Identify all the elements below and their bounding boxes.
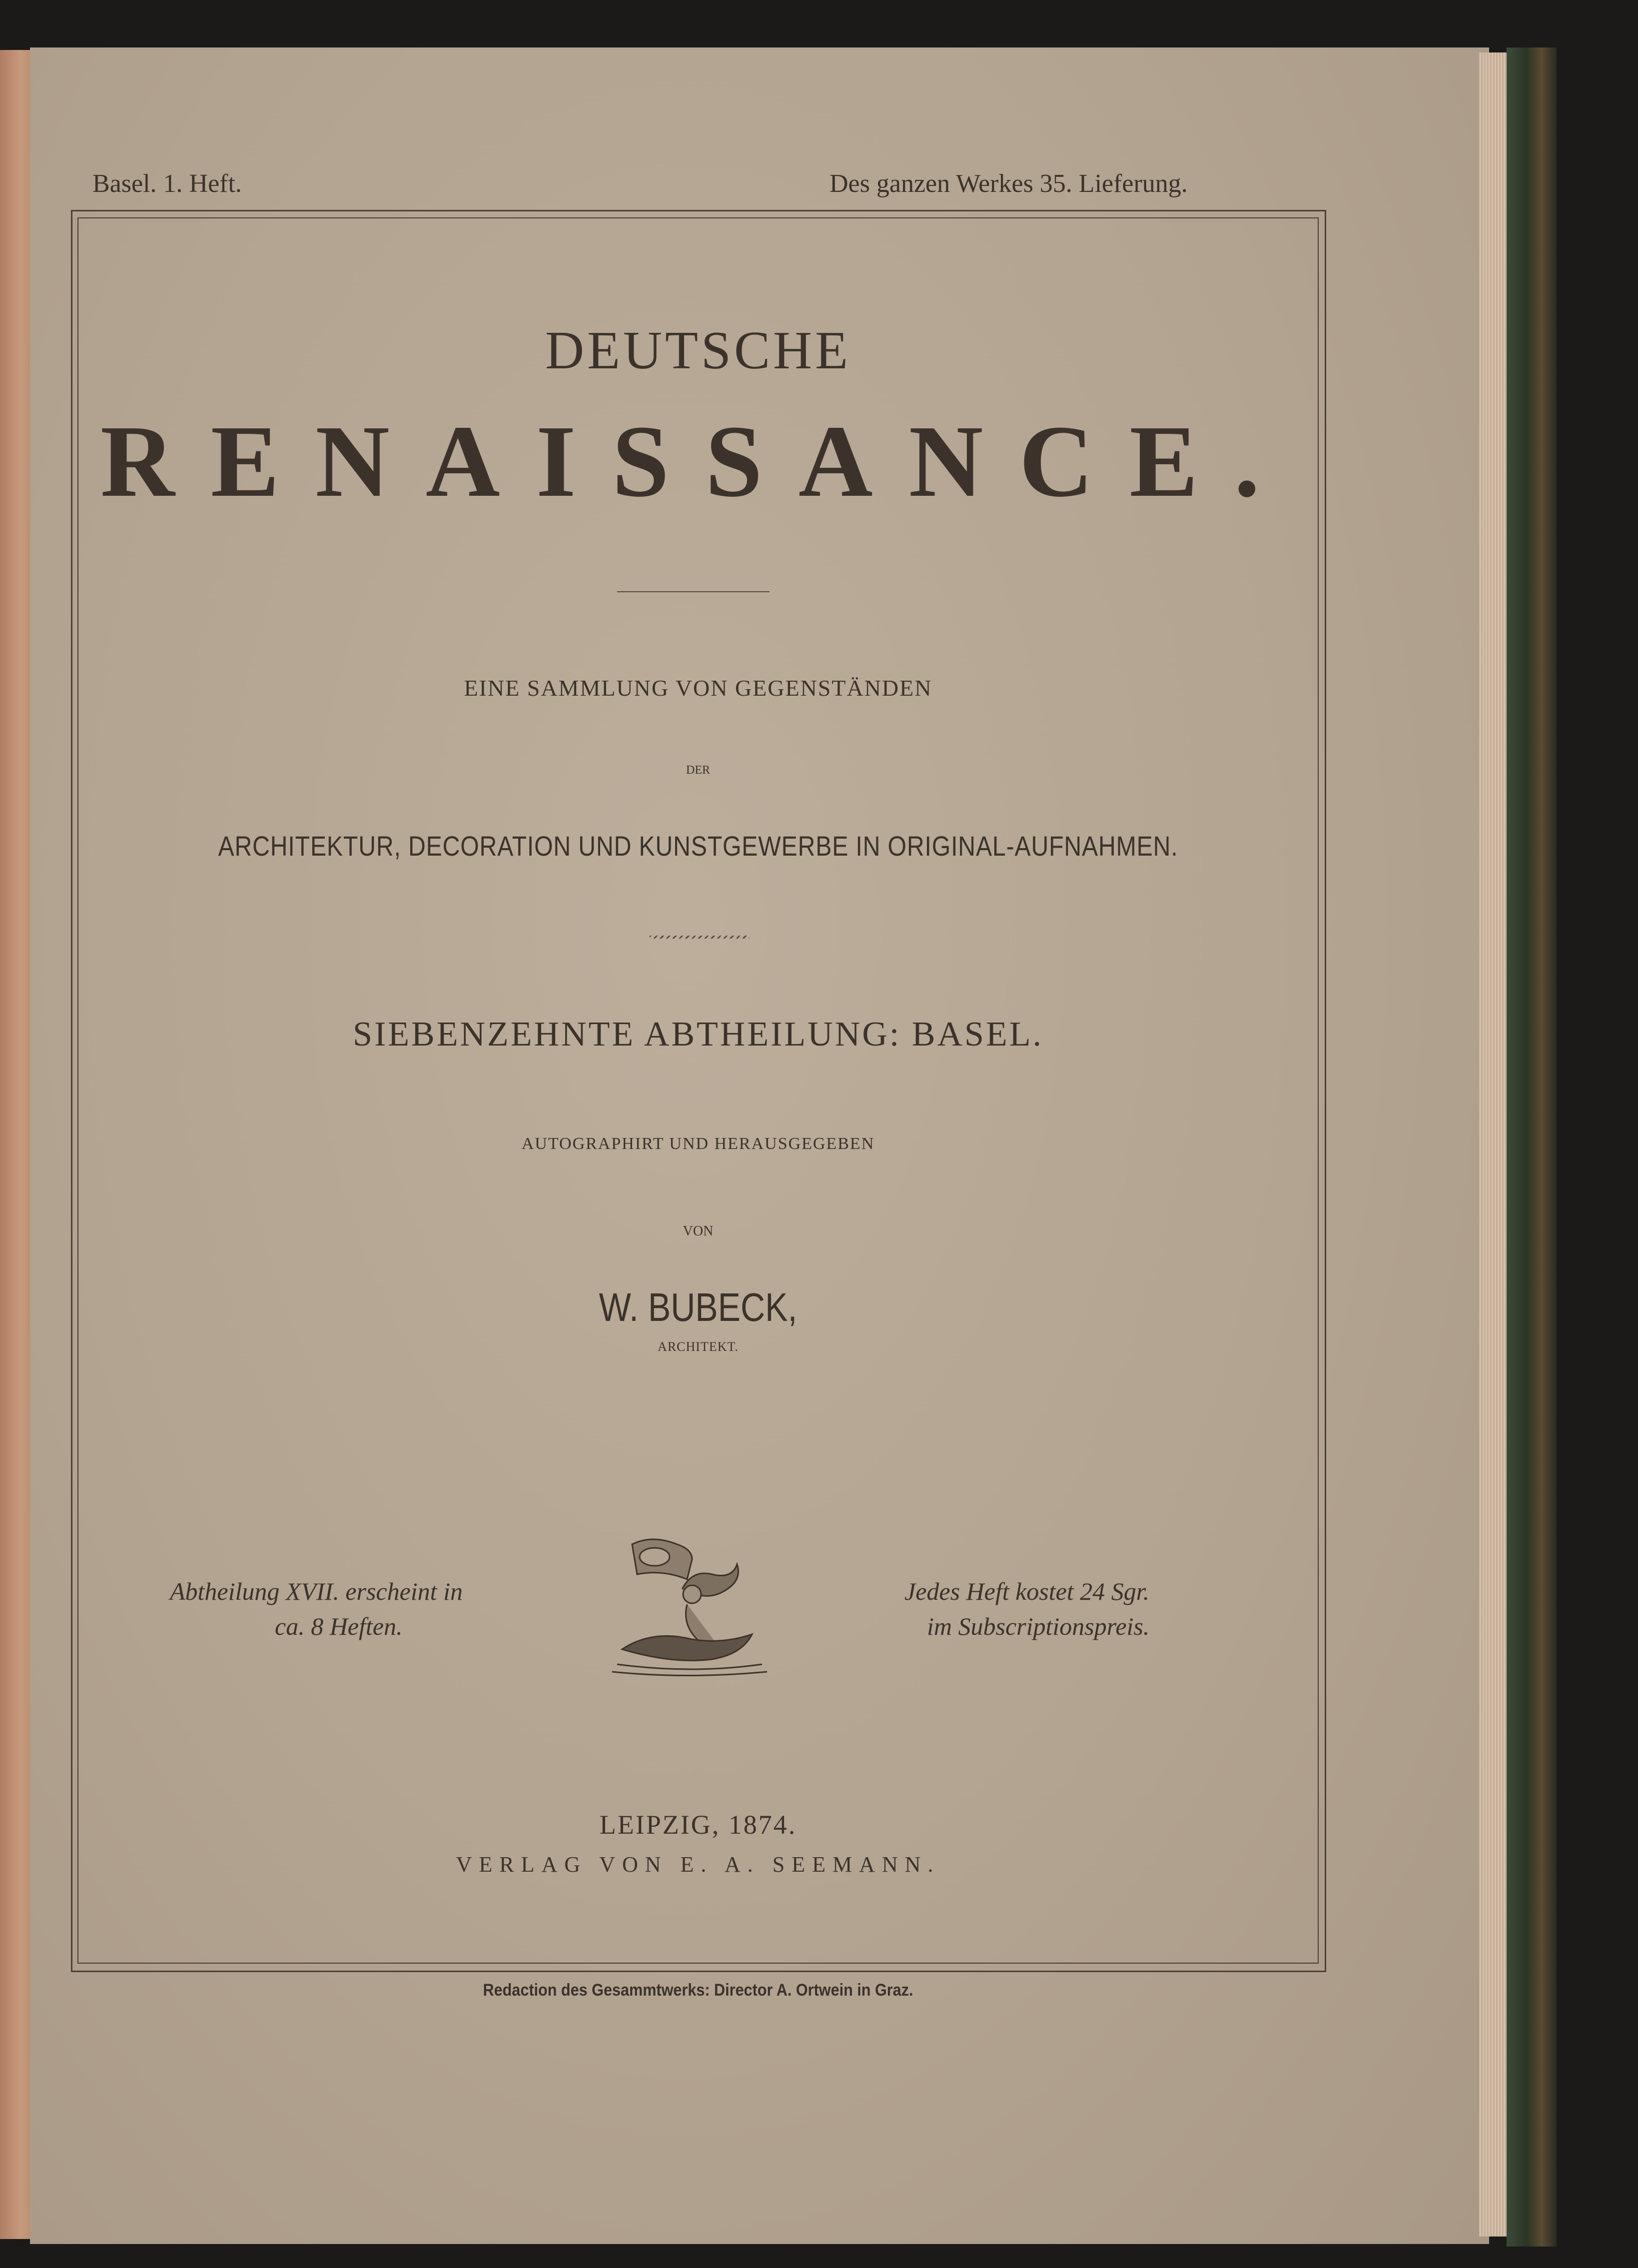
page-stack-edge — [1479, 52, 1509, 2237]
author-name: W. BUBECK, — [599, 1285, 798, 1329]
title-line-1: DEUTSCHE — [545, 321, 851, 380]
von-label: VON — [683, 1223, 714, 1239]
note-left-line-1: Abtheilung XVII. erscheint in — [170, 1577, 463, 1605]
ornamental-divider — [650, 936, 750, 939]
header-right: Des ganzen Werkes 35. Lieferung. — [829, 169, 1188, 198]
publisher-vignette-icon — [612, 1529, 767, 1679]
publisher-place-year: LEIPZIG, 1874. — [599, 1810, 797, 1840]
subtitle-line-2: ARCHITEKTUR, DECORATION UND KUNSTGEWERBE IN ORIGINAL-AUFNAHMEN. — [218, 830, 1178, 862]
book-spine — [1507, 47, 1557, 2247]
note-right-line-1: Jedes Heft kostet 24 Sgr. — [904, 1577, 1150, 1605]
section-title: SIEBENZEHNTE ABTHEILUNG: BASEL. — [353, 1015, 1043, 1054]
note-left-line-2: ca. 8 Heften. — [275, 1612, 403, 1640]
title-divider — [617, 591, 770, 592]
subtitle-line-1: EINE SAMMLUNG VON GEGENSTÄNDEN — [464, 675, 932, 701]
credit-intro: AUTOGRAPHIRT UND HERAUSGEGEBEN — [521, 1134, 875, 1153]
title-line-2: RENAISSANCE. — [100, 404, 1296, 518]
publisher-name: VERLAG VON E. A. SEEMANN. — [456, 1852, 940, 1877]
subtitle-connector: DER — [686, 764, 710, 777]
footer-editor: Redaction des Gesammtwerks: Director A. Ortwein in Graz. — [483, 1981, 913, 2000]
header-left: Basel. 1. Heft. — [92, 169, 242, 198]
note-right-line-2: im Subscriptionspreis. — [927, 1612, 1150, 1640]
author-role: ARCHITEKT. — [658, 1339, 739, 1354]
